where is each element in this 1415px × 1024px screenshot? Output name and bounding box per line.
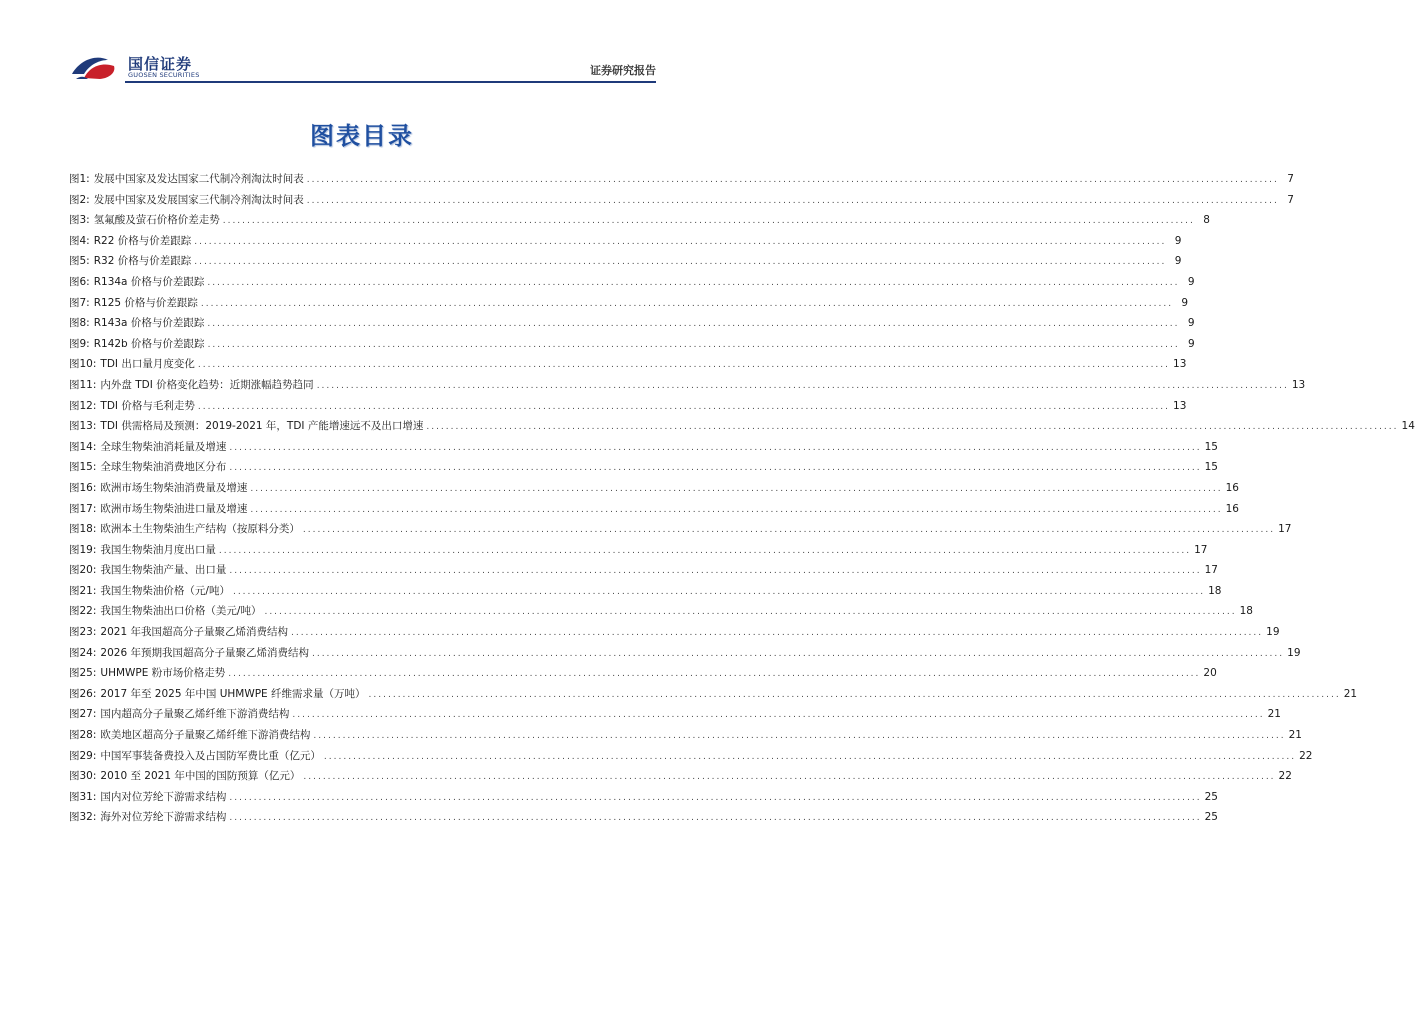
page-number: 8 xyxy=(1203,214,1210,227)
figure-number: 图28: xyxy=(69,729,97,742)
page-number: 17 xyxy=(1194,543,1208,556)
figure-number: 图21: xyxy=(69,584,97,597)
page-number: 19 xyxy=(1287,646,1301,659)
leader-dots: ........................................................................................................................................................................................................ xyxy=(303,772,1276,783)
page-number: 16 xyxy=(1225,502,1239,515)
figure-number: 图16: xyxy=(69,481,97,494)
figure-title: R32 价格与价差跟踪 xyxy=(93,255,192,268)
leader-dots: ........................................................................................................................................................................................................ xyxy=(197,401,1171,412)
toc-entry[interactable] xyxy=(69,251,1182,272)
figure-number: 图1: xyxy=(69,173,90,185)
toc-entry[interactable] xyxy=(69,643,1301,664)
toc-entry[interactable] xyxy=(69,272,1195,293)
figure-title: 海外对位芳纶下游需求结构 xyxy=(100,811,227,824)
page-number: 21 xyxy=(1343,687,1358,700)
page-number: 22 xyxy=(1278,770,1292,783)
figure-number: 图8: xyxy=(69,317,90,330)
figure-title: 2021 年我国超高分子量聚乙烯消费结构 xyxy=(100,626,288,639)
leader-dots: ........................................................................................................................................................................................................ xyxy=(306,175,1279,185)
figure-title: 2017 年至 2025 年中国 UHMWPE 纤维需求量（万吨） xyxy=(100,687,366,700)
figure-number: 图29: xyxy=(69,749,97,762)
page-number: 15 xyxy=(1204,440,1218,453)
figure-title: 2010 至 2021 年中国的国防预算（亿元） xyxy=(100,770,301,783)
page-number: 13 xyxy=(1291,378,1306,391)
leader-dots: ........................................................................................................................................................................................................ xyxy=(207,339,1180,350)
toc-entry[interactable] xyxy=(69,622,1280,643)
leader-dots: ........................................................................................................................................................................................................ xyxy=(302,525,1276,536)
leader-dots: ........................................................................................................................................................................................................ xyxy=(229,566,1202,577)
figure-title: 国内对位芳纶下游需求结构 xyxy=(100,790,227,803)
page-number: 13 xyxy=(1173,399,1187,412)
leader-dots: ........................................................................................................................................................................................................ xyxy=(207,319,1180,330)
toc-entry[interactable] xyxy=(69,499,1239,520)
leader-dots: ........................................................................................................................................................................................................ xyxy=(368,689,1341,700)
toc-entry[interactable] xyxy=(69,581,1222,602)
figure-title: R125 价格与价差跟踪 xyxy=(93,296,198,309)
toc-entry[interactable] xyxy=(69,396,1187,417)
figure-list xyxy=(69,169,1415,828)
figure-title: TDI 价格与毛利走势 xyxy=(100,399,195,412)
toc-entry[interactable] xyxy=(69,766,1292,787)
figure-number: 图32: xyxy=(69,811,97,824)
page-number: 20 xyxy=(1203,667,1217,680)
figure-number: 图15: xyxy=(69,461,97,474)
page-number: 15 xyxy=(1204,461,1218,474)
figure-number: 图7: xyxy=(69,296,90,309)
leader-dots: ........................................................................................................................................................................................................ xyxy=(197,360,1171,371)
figure-number: 图24: xyxy=(69,646,97,659)
leader-dots: ........................................................................................................................................................................................................ xyxy=(323,751,1297,762)
toc-entry[interactable] xyxy=(69,684,1358,705)
leader-dots: ........................................................................................................................................................................................................ xyxy=(264,607,1237,618)
figure-title: R143a 价格与价差跟踪 xyxy=(93,317,205,330)
leader-dots: ........................................................................................................................................................................................................ xyxy=(229,813,1202,824)
page-number: 7 xyxy=(1287,173,1294,185)
figure-title: 我国生物柴油产量、出口量 xyxy=(100,564,227,577)
page-title: 图表目录 xyxy=(310,122,414,150)
toc-entry[interactable] xyxy=(69,437,1218,458)
header-divider xyxy=(125,81,656,83)
leader-dots: ........................................................................................................................................................................................................ xyxy=(229,463,1202,474)
page-number: 22 xyxy=(1299,749,1313,762)
figure-title: TDI 供需格局及预测：2019-2021 年，TDI 产能增速远不及出口增速 xyxy=(100,420,424,433)
page-number: 9 xyxy=(1174,234,1182,247)
figure-title: TDI 出口量月度变化 xyxy=(100,358,195,371)
leader-dots: ........................................................................................................................................................................................................ xyxy=(232,586,1206,597)
page-number: 17 xyxy=(1204,564,1218,577)
figure-title: 欧洲本土生物柴油生产结构（按原料分类） xyxy=(100,523,300,536)
guosen-logo-icon xyxy=(70,52,122,82)
page-number: 13 xyxy=(1173,358,1187,371)
toc-entry[interactable] xyxy=(69,231,1182,252)
figure-number: 图11: xyxy=(69,378,97,391)
figure-number: 图4: xyxy=(69,234,90,247)
leader-dots: ........................................................................................................................................................................................................ xyxy=(229,442,1202,453)
leader-dots: ........................................................................................................................................................................................................ xyxy=(200,298,1174,309)
figure-title: 欧美地区超高分子量聚乙烯纤维下游消费结构 xyxy=(100,729,311,742)
toc-entry[interactable] xyxy=(69,519,1292,540)
figure-number: 图6: xyxy=(69,275,90,288)
toc-entry[interactable] xyxy=(69,375,1306,396)
toc-entry[interactable] xyxy=(69,663,1217,684)
toc-entry[interactable] xyxy=(69,704,1281,725)
page-header xyxy=(70,48,656,84)
page-number: 18 xyxy=(1208,584,1222,597)
figure-number: 图9: xyxy=(69,337,90,350)
page-number: 25 xyxy=(1204,790,1218,803)
figure-number: 图30: xyxy=(69,770,97,783)
figure-title: R134a 价格与价差跟踪 xyxy=(93,275,205,288)
figure-title: 我国生物柴油月度出口量 xyxy=(100,543,216,556)
figure-title: 发展中国家及发达国家二代制冷剂淘汰时间表 xyxy=(93,173,304,185)
page-number: 18 xyxy=(1239,605,1253,618)
toc-entry[interactable] xyxy=(69,807,1218,828)
figure-title: 2026 年预期我国超高分子量聚乙烯消费结构 xyxy=(100,646,309,659)
leader-dots: ........................................................................................................................................................................................................ xyxy=(306,195,1279,206)
toc-entry[interactable] xyxy=(69,416,1415,437)
figure-title: 内外盘 TDI 价格变化趋势：近期涨幅趋势趋同 xyxy=(100,378,314,391)
figure-number: 图19: xyxy=(69,543,97,556)
toc-entry[interactable] xyxy=(69,478,1239,499)
toc-entry[interactable] xyxy=(69,293,1189,314)
leader-dots: ........................................................................................................................................................................................................ xyxy=(290,628,1264,639)
leader-dots: ........................................................................................................................................................................................................ xyxy=(194,236,1167,247)
leader-dots: ........................................................................................................................................................................................................ xyxy=(207,277,1180,288)
brand-name-cn: 国信证券 xyxy=(128,55,193,73)
figure-number: 图17: xyxy=(69,502,97,515)
page-number: 9 xyxy=(1181,296,1189,309)
leader-dots: ........................................................................................................................................................................................................ xyxy=(292,710,1265,721)
figure-number: 图22: xyxy=(69,605,97,618)
figure-number: 图27: xyxy=(69,708,97,721)
figure-number: 图5: xyxy=(69,255,90,268)
figure-title: 中国军事装备费投入及占国防军费比重（亿元） xyxy=(100,749,321,762)
figure-title: 欧洲市场生物柴油消费量及增速 xyxy=(100,481,248,494)
figure-number: 图13: xyxy=(69,420,97,433)
page-number: 19 xyxy=(1266,626,1280,639)
leader-dots: ........................................................................................................................................................................................................ xyxy=(229,792,1202,803)
figure-number: 图26: xyxy=(69,687,97,700)
page-number: 17 xyxy=(1278,523,1292,536)
report-type-label: 证券研究报告 xyxy=(590,64,656,77)
figure-number: 图31: xyxy=(69,790,97,803)
toc-entry[interactable] xyxy=(69,560,1218,581)
toc-entry[interactable] xyxy=(69,334,1195,355)
leader-dots: ........................................................................................................................................................................................................ xyxy=(250,483,1223,494)
leader-dots: ........................................................................................................................................................................................................ xyxy=(218,545,1192,556)
toc-entry[interactable] xyxy=(69,354,1187,375)
figure-number: 图12: xyxy=(69,399,97,412)
figure-number: 图18: xyxy=(69,523,97,536)
page-number: 9 xyxy=(1187,275,1195,288)
figure-title: R22 价格与价差跟踪 xyxy=(93,234,192,247)
figure-title: 全球生物柴油消耗量及增速 xyxy=(100,440,227,453)
toc-entry[interactable] xyxy=(69,313,1195,334)
figure-title: 我国生物柴油出口价格（美元/吨） xyxy=(100,605,262,618)
page-number: 14 xyxy=(1401,420,1415,433)
leader-dots: ........................................................................................................................................................................................................ xyxy=(222,216,1195,227)
figure-title: R142b 价格与价差跟踪 xyxy=(93,337,205,350)
leader-dots: ........................................................................................................................................................................................................ xyxy=(250,504,1223,515)
figure-number: 图14: xyxy=(69,440,97,453)
toc-entry[interactable] xyxy=(69,190,1294,211)
figure-number: 图2: xyxy=(69,193,90,206)
figure-number: 图23: xyxy=(69,626,97,639)
leader-dots: ........................................................................................................................................................................................................ xyxy=(194,257,1167,268)
page-number: 7 xyxy=(1287,193,1294,206)
leader-dots: ........................................................................................................................................................................................................ xyxy=(313,731,1286,742)
page-number: 21 xyxy=(1288,729,1302,742)
figure-title: 欧洲市场生物柴油进口量及增速 xyxy=(100,502,248,515)
leader-dots: ........................................................................................................................................................................................................ xyxy=(426,422,1399,433)
toc-entry[interactable] xyxy=(69,725,1302,746)
page-number: 9 xyxy=(1174,255,1182,268)
figure-number: 图20: xyxy=(69,564,97,577)
toc-entry[interactable] xyxy=(69,210,1210,231)
toc-entry[interactable] xyxy=(69,457,1218,478)
leader-dots: ........................................................................................................................................................................................................ xyxy=(228,669,1201,680)
figure-number: 图25: xyxy=(69,667,97,680)
figure-title: 发展中国家及发展国家三代制冷剂淘汰时间表 xyxy=(93,193,304,206)
toc-entry[interactable] xyxy=(69,787,1218,808)
figure-title: 我国生物柴油价格（元/吨） xyxy=(100,584,230,597)
toc-entry[interactable] xyxy=(69,601,1253,622)
leader-dots: ........................................................................................................................................................................................................ xyxy=(316,380,1289,391)
figure-title: UHMWPE 粉市场价格走势 xyxy=(100,667,226,680)
leader-dots: ........................................................................................................................................................................................................ xyxy=(311,648,1285,659)
page-number: 9 xyxy=(1187,317,1195,330)
figure-number: 图10: xyxy=(69,358,97,371)
figure-title: 氢氟酸及萤石价格价差走势 xyxy=(93,214,220,227)
brand-name-en: GUOSEN SECURITIES xyxy=(128,71,200,79)
page-number: 16 xyxy=(1225,481,1239,494)
page-number: 25 xyxy=(1204,811,1218,824)
toc-entry[interactable] xyxy=(69,540,1208,561)
page-number: 9 xyxy=(1188,337,1195,350)
toc-entry[interactable] xyxy=(69,746,1313,767)
figure-number: 图3: xyxy=(69,214,90,227)
page-number: 21 xyxy=(1267,708,1281,721)
toc-entry[interactable] xyxy=(69,169,1294,190)
figure-title: 全球生物柴油消费地区分布 xyxy=(100,461,227,474)
figure-title: 国内超高分子量聚乙烯纤维下游消费结构 xyxy=(100,708,290,721)
